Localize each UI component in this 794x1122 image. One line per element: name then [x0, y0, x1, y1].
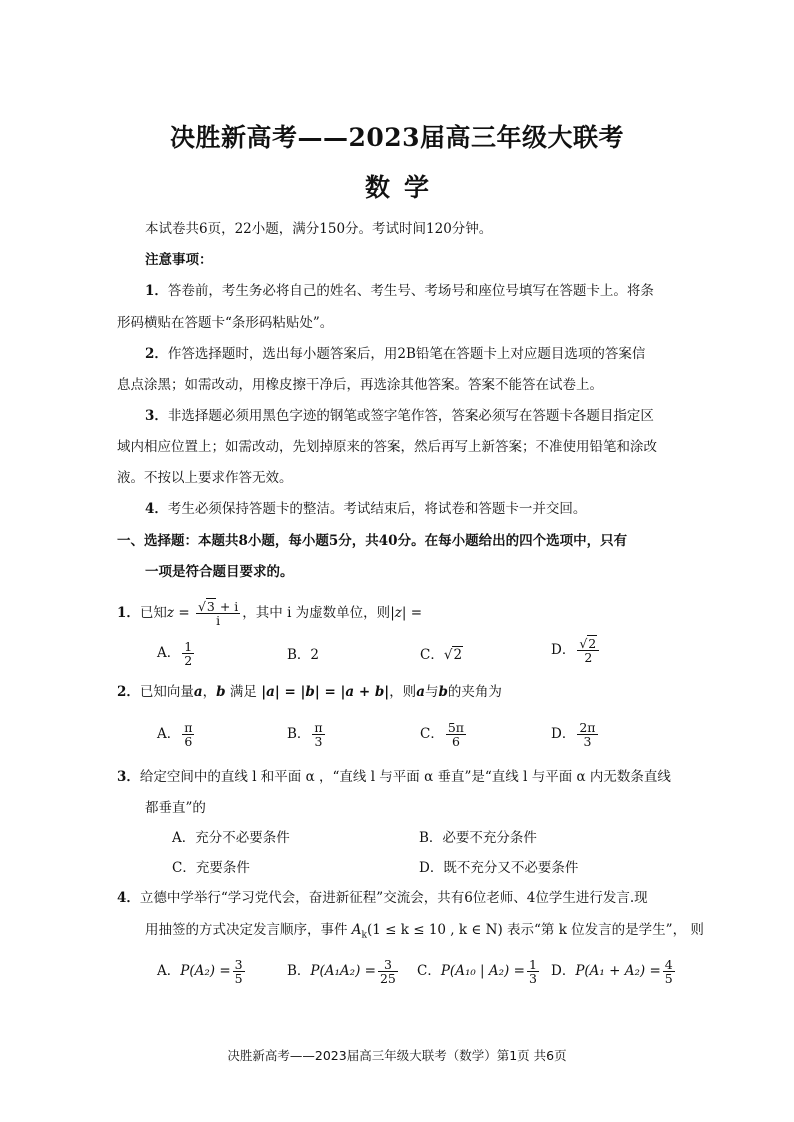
q1-option-b: B．2	[287, 647, 320, 663]
q1-fraction: $\frac{√3 + i}{i}$	[197, 599, 239, 628]
question-4-line-1: 4．立德中学举行“学习党代会，奋进新征程”交流会，共有6位老师、4位学生进行发言.现	[117, 890, 648, 906]
notice-heading: 注意事项：	[145, 252, 213, 268]
intro-text: 本试卷共6页，22小题，满分150分。考试时间120分钟。	[145, 221, 493, 237]
section-1-heading-line-2: 一项是符合题目要求的。	[145, 564, 294, 580]
notice-2-line-1: 2．作答选择题时，选出每小题答案后，用2B铅笔在答题卡上对应题目选项的答案信	[145, 346, 646, 362]
section-1-heading-line-1: 一、选择题：本题共8小题，每小题5分，共40分。在每小题给出的四个选项中，只有	[117, 533, 628, 549]
q1-option-c: C．√2	[420, 647, 463, 663]
notice-2-line-2: 息点涂黑；如需改动，用橡皮擦干净后，再选涂其他答案。答案不能答在试卷上。	[117, 377, 603, 393]
question-3-line-2: 都垂直”的	[145, 800, 206, 816]
q4-option-b: B．P(A₁A₂) = $\frac{3}{25}$	[287, 957, 396, 986]
notice-3-line-1: 3．非选择题必须用黑色字迹的钢笔或签字笔作答，答案必须写在答题卡各题目指定区	[145, 408, 654, 424]
exam-title: 决胜新高考——2023届高三年级大联考	[169, 123, 625, 152]
q3-option-a: A．充分不必要条件	[172, 830, 290, 846]
notice-3-line-2: 域内相应位置上；如需改动，先划掉原来的答案，然后再写上新答案；不准使用铅笔和涂改	[117, 439, 657, 455]
notice-4-line-1: 4．考生必须保持答题卡的整洁。考试结束后，将试卷和答题卡一并交回。	[145, 501, 587, 517]
question-3-line-1: 3．给定空间中的直线 l 和平面 α ，“直线 l 与平面 α 垂直”是“直线 l 与平面 α 内无数条直线	[117, 769, 671, 785]
q2-option-b: B． $\frac{\pi}{3}$	[287, 720, 323, 749]
question-1-stem: 1．已知z = $\frac{√3 + i}{i}$ ，其中 i 为虚数单位，则|z| =	[117, 599, 423, 628]
q3-option-d: D．既不充分又不必要条件	[419, 860, 579, 876]
notice-1-line-2: 形码横贴在答题卡“条形码粘贴处”。	[117, 315, 334, 331]
notice-1-line-1: 1．答卷前，考生务必将自己的姓名、考生号、考场号和座位号填写在答题卡上。将条	[145, 283, 654, 299]
question-2-stem: 2．已知向量a，b 满足 |a| = |b| = |a + b|，则a与b的夹角为	[117, 684, 502, 700]
q2-option-c: C． $\frac{5\pi}{6}$	[420, 720, 465, 749]
q1-option-d: D． $\frac{√2}{2}$	[551, 637, 601, 664]
q1-option-a: A． $\frac{1}{2}$	[157, 639, 193, 668]
q4-option-a: A．P(A₂) = $\frac{3}{5}$	[157, 957, 243, 986]
q3-option-c: C．充要条件	[172, 860, 250, 876]
page-footer: 决胜新高考——2023届高三年级大联考（数学）第1页 共6页	[227, 1048, 567, 1063]
question-4-line-2: 用抽签的方式决定发言顺序，事件 $A_k(1 \le k \le 10$ , k ∈ N) 表示“第 k 位发言的是学生”， 则	[145, 922, 704, 941]
subject-title: 数学	[364, 173, 443, 202]
q3-option-b: B．必要不充分条件	[419, 830, 537, 846]
q2-option-d: D． $\frac{2\pi}{3}$	[551, 720, 596, 749]
q2-option-a: A． $\frac{\pi}{6}$	[157, 720, 193, 749]
q4-option-c: C．P(A₁₀ | A₂) = $\frac{1}{3}$	[417, 957, 537, 986]
q4-option-d: D．P(A₁ + A₂) = $\frac{4}{5}$	[551, 957, 673, 986]
notice-3-line-3: 液。不按以上要求作答无效。	[117, 470, 293, 486]
